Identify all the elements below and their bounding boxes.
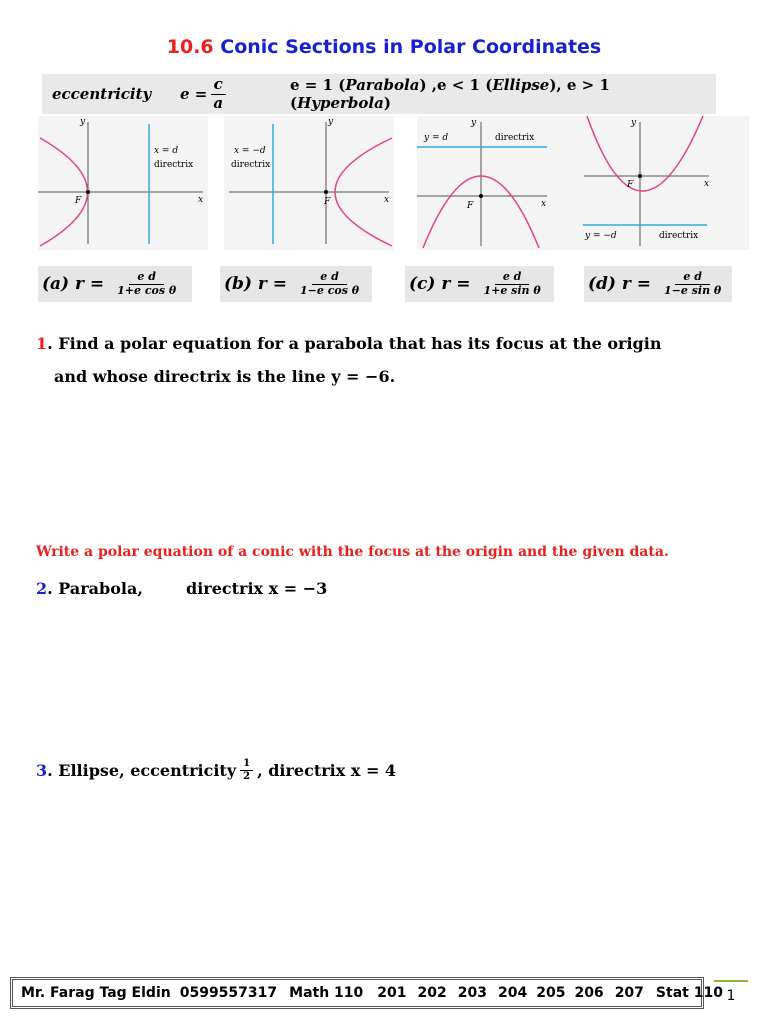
fraction-denominator: a [213, 93, 224, 112]
question-number: 2 [36, 579, 48, 598]
formula-a [38, 266, 192, 302]
directrix-equation: y = −d [585, 231, 617, 241]
case-text: e = 1 ( [290, 76, 346, 94]
formula-c [405, 266, 554, 302]
question-text: . Find a polar equation for a parabola that has its focus at the origin [47, 334, 662, 353]
graph-c [417, 116, 587, 250]
question-text: , directrix x = 4 [257, 760, 397, 780]
section-number: 10.6 [166, 36, 214, 58]
fraction-denominator: 2 [243, 770, 251, 782]
y-axis-label: y [471, 118, 477, 128]
eccentricity-fraction [240, 758, 253, 782]
case-parabola: Parabola [345, 76, 420, 94]
y-axis-label: y [80, 117, 86, 127]
footer-course: Stat 110 [655, 985, 723, 1001]
y-axis-label: y [631, 118, 637, 128]
question-2 [36, 579, 143, 598]
question-1 [36, 334, 661, 353]
formula-denominator: 1−e sin θ [664, 283, 722, 297]
case-text: ), e > 1 ( [290, 76, 610, 112]
graph-a [38, 116, 208, 250]
formula-denominator: 1−e cos θ [300, 283, 360, 297]
footer-course: 202 [417, 985, 447, 1001]
y-axis-label: y [328, 117, 334, 127]
formula-lhs: (a) r = [42, 274, 105, 294]
footer-phone: 0599557317 [179, 985, 278, 1001]
formula-lhs: (b) r = [224, 274, 288, 294]
footer-course: 203 [457, 985, 487, 1001]
x-axis-label: x [384, 195, 390, 205]
footer-bar [10, 977, 723, 1009]
question-text: . Parabola, [47, 579, 143, 598]
case-ellipse: Ellipse [492, 76, 550, 94]
formula-fraction [114, 271, 179, 297]
directrix-equation: y = d [424, 133, 449, 143]
case-text: ) [383, 94, 391, 112]
case-hyperbola: Hyperbola [297, 94, 384, 112]
directrix-label: directrix [231, 160, 271, 170]
question-number: 3 [36, 760, 48, 780]
formula-fraction [480, 271, 543, 297]
footer-course: 201 [377, 985, 407, 1001]
question-text: and whose directrix is the line y = −6. [54, 367, 396, 386]
focus-label: F [324, 197, 331, 207]
eccentricity-bar [42, 74, 716, 114]
footer-course: Math 110 [289, 985, 364, 1001]
formula-numerator: e d [312, 271, 347, 285]
eccentricity-formula [180, 76, 229, 112]
question-1-line-2 [54, 367, 395, 386]
eccentricity-eq-lhs: e = [180, 85, 208, 103]
focus-label: F [75, 196, 82, 206]
directrix-label: directrix [659, 231, 699, 241]
formula-numerator: e d [495, 271, 530, 285]
question-number: 1 [36, 334, 48, 353]
formula-numerator: e d [675, 271, 710, 285]
formula-lhs: (d) r = [588, 274, 652, 294]
footer-course: 206 [574, 985, 604, 1001]
footer-course: 207 [614, 985, 644, 1001]
footer-author: Mr. Farag Tag Eldin [21, 985, 171, 1001]
question-3 [36, 758, 396, 782]
case-text: ) ,e < 1 ( [419, 76, 493, 94]
page-title [0, 36, 768, 58]
directrix-equation: x = d [154, 146, 179, 156]
instruction-text: Write a polar equation of a conic with the focus at the origin and the given data. [36, 544, 669, 560]
footer-course: 204 [497, 985, 528, 1001]
formula-denominator: 1+e sin θ [483, 283, 541, 297]
fraction-numerator: 1 [240, 758, 253, 771]
page-number: 1 [714, 980, 748, 1010]
graph-d [579, 116, 749, 250]
focus-label: F [627, 180, 634, 190]
x-axis-label: x [198, 195, 204, 205]
directrix-label: directrix [495, 133, 535, 143]
directrix-label: directrix [154, 160, 194, 170]
fraction-numerator: c [211, 76, 226, 94]
formula-numerator: e d [129, 271, 164, 285]
eccentricity-cases [290, 76, 716, 112]
focus-label: F [467, 201, 474, 211]
formula-fraction [661, 271, 724, 297]
section-title: Conic Sections in Polar Coordinates [220, 36, 602, 58]
formula-denominator: 1+e cos θ [117, 283, 177, 297]
formula-b [220, 266, 372, 302]
x-axis-label: x [704, 179, 710, 189]
footer-course: 205 [536, 985, 566, 1001]
directrix-equation: x = −d [234, 146, 266, 156]
graph-b [224, 116, 394, 250]
eccentricity-label: eccentricity [52, 85, 152, 103]
formula-lhs: (c) r = [409, 274, 471, 294]
formula-d [584, 266, 732, 302]
formula-fraction [297, 271, 362, 297]
question-text: . Ellipse, eccentricity [47, 760, 237, 780]
x-axis-label: x [541, 199, 547, 209]
eccentricity-fraction [210, 76, 226, 112]
question-2-directrix: directrix x = −3 [186, 579, 328, 598]
